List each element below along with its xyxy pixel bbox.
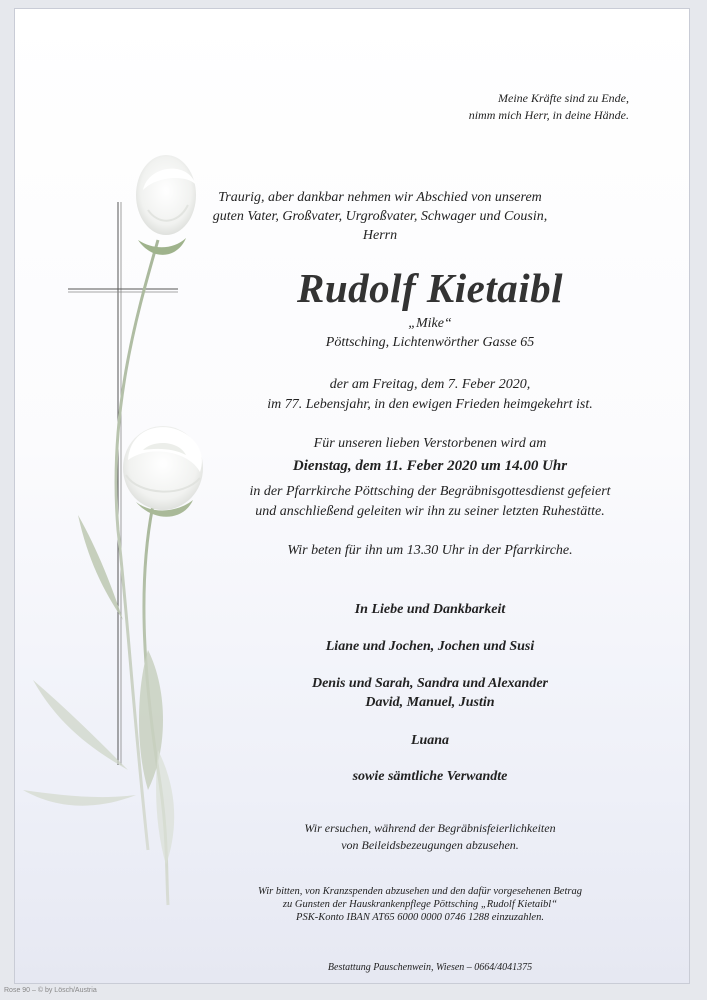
- intro-line: guten Vater, Großvater, Urgroßvater, Schwager und Cousin,: [212, 209, 548, 224]
- motto-line: nimm mich Herr, in deine Hände.: [468, 108, 629, 122]
- intro-text: [200, 188, 560, 245]
- service-intro: Für unseren lieben Verstorbenen wird am: [313, 436, 547, 451]
- donation-notice: [180, 885, 660, 924]
- motto-line: Meine Kräfte sind zu Ende,: [498, 91, 629, 105]
- family-line: Denis und Sarah, Sandra und Alexander: [311, 676, 548, 691]
- rose-open-icon: [123, 426, 203, 517]
- image-credit: Rose 90 – © by Lösch/Austria: [4, 987, 97, 994]
- prayer-notice: Wir beten für ihn um 13.30 Uhr in der Pfarrkirche.: [287, 543, 573, 558]
- service-line: und anschließend geleiten wir ihn zu seiner letzten Ruhestätte.: [255, 504, 605, 519]
- death-line: im 77. Lebensjahr, in den ewigen Frieden heimgekehrt ist.: [267, 397, 593, 412]
- family-relatives: sowie sämtliche Verwandte: [352, 769, 508, 784]
- request-line: Wir ersuchen, während der Begräbnisfeierlichkeiten: [304, 821, 556, 835]
- service-description: [200, 482, 660, 522]
- rose-bud-icon: [136, 155, 196, 255]
- motto-verse: [469, 90, 629, 124]
- condolence-request: [220, 820, 640, 854]
- service-date: Dienstag, dem 11. Feber 2020 um 14.00 Uhr: [292, 458, 568, 474]
- donation-line: zu Gunsten der Hauskrankenpflege Pöttsching „Rudolf Kietaibl“: [282, 899, 558, 910]
- donation-line: Wir bitten, von Kranzspenden abzusehen und den dafür vorgesehenen Betrag: [258, 886, 582, 897]
- family-line: David, Manuel, Justin: [365, 695, 495, 710]
- family-children: Liane und Jochen, Jochen und Susi: [325, 639, 535, 654]
- deceased-name: Rudolf Kietaibl: [296, 265, 564, 311]
- service-line: in der Pfarrkirche Pöttsching der Begräbnisgottesdienst gefeiert: [249, 484, 611, 499]
- death-line: der am Freitag, dem 7. Feber 2020,: [329, 377, 531, 392]
- family-great-grandchild: Luana: [410, 733, 450, 748]
- intro-line: Traurig, aber dankbar nehmen wir Abschied von unserem: [218, 190, 542, 205]
- white-roses-cross-decoration: [18, 150, 238, 910]
- undertaker-info: Bestattung Pauschenwein, Wiesen – 0664/4041375: [327, 962, 533, 973]
- request-line: von Beileidsbezeugungen abzusehen.: [341, 838, 519, 852]
- family-heading: In Liebe und Dankbarkeit: [354, 602, 506, 617]
- donation-line: PSK-Konto IBAN AT65 6000 0000 0746 1288 einzuzahlen.: [296, 912, 544, 923]
- intro-line: Herrn: [362, 228, 398, 243]
- deceased-address: Pöttsching, Lichtenwörther Gasse 65: [325, 335, 535, 350]
- deceased-nickname: „Mike“: [408, 316, 452, 331]
- family-grandchildren: [220, 674, 640, 712]
- death-notice: [220, 375, 640, 415]
